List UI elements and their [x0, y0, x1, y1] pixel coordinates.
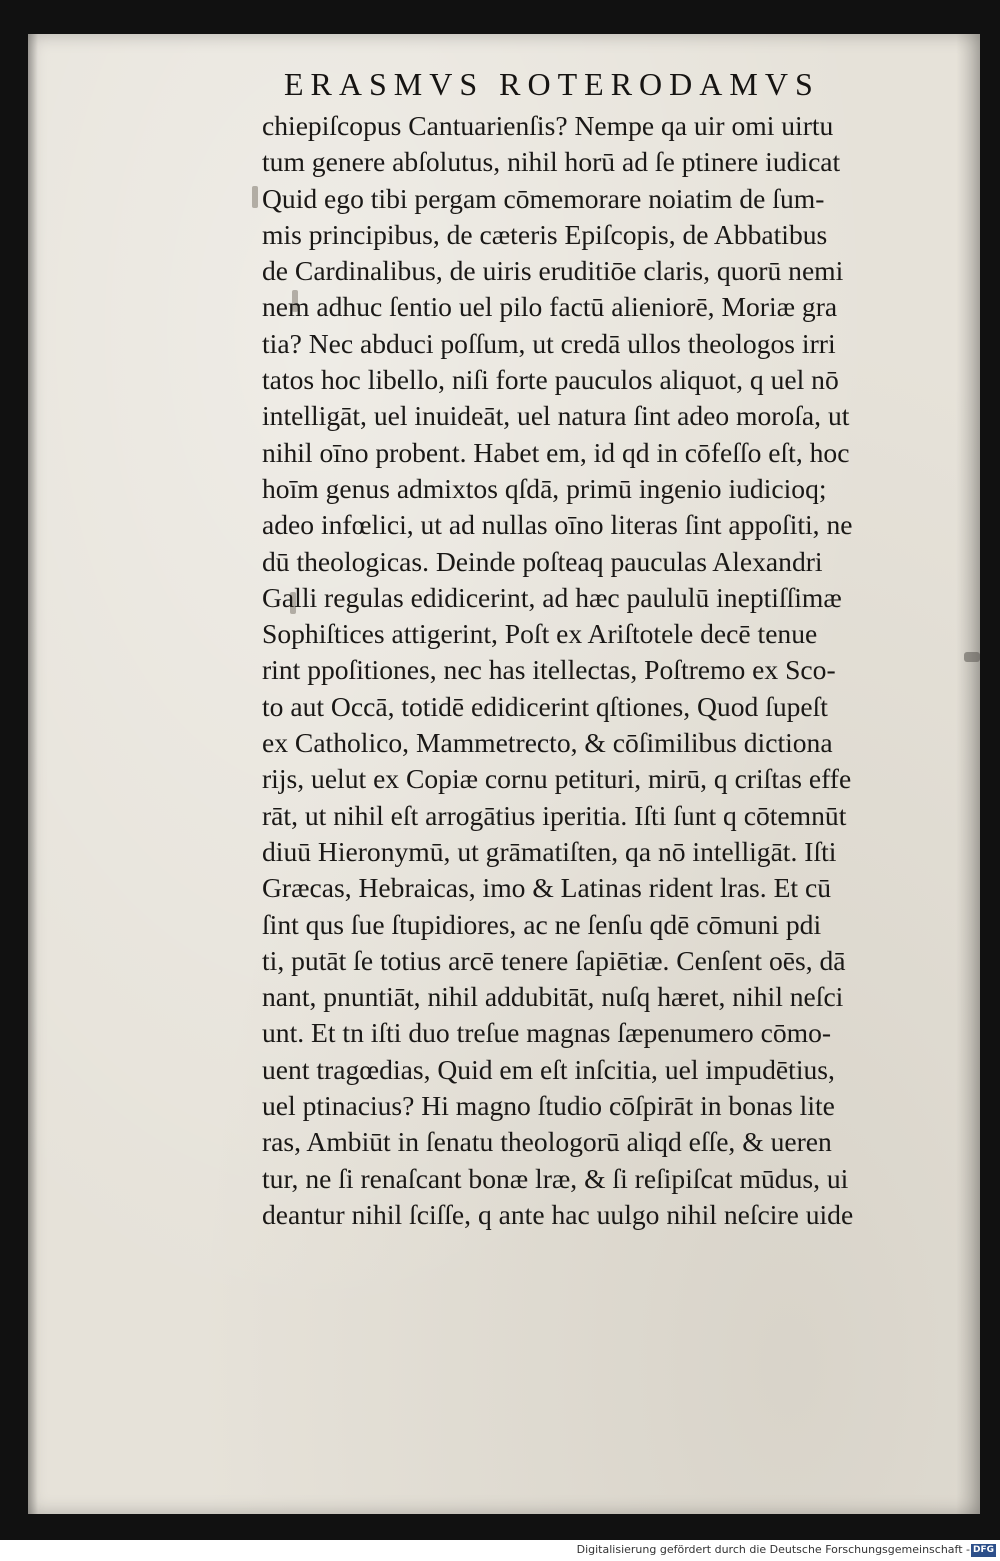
dfg-logo-icon: DFG [972, 1545, 994, 1555]
page-gutter-shadow [28, 34, 38, 1514]
text-line: ras, Ambiūt in ſenatu theologorū aliqd eſſe, & ueren [262, 1126, 832, 1158]
text-line: nihil oīno probent. Habet em, id qd in cōfeſſo eſt, hoc [262, 436, 850, 468]
text-line: adeo infœlici, ut ad nullas oīno literas ſint appoſiti, ne [262, 509, 853, 541]
margin-mark [252, 186, 258, 208]
text-line: tum genere abſolutus, nihil horū ad ſe ptinere iudicat [262, 146, 841, 178]
text-line: mis principibus, de cæteris Epiſcopis, de Abbatibus [262, 218, 828, 250]
text-line: dū theologicas. Deinde poſteaq pauculas Alexandri [262, 545, 823, 577]
text-line: deantur nihil ſciſſe, q ante hac uulgo nihil neſcire uide [262, 1198, 854, 1230]
text-line: ſint qus ſue ſtupidiores, ac ne ſenſu qdē cōmuni pdi [262, 908, 822, 940]
text-line: hoīm genus admixtos qſdā, primū ingenio iudicioq; [262, 472, 827, 504]
text-line: intelligāt, uel inuideāt, uel natura ſint adeo moroſa, ut [262, 400, 850, 432]
text-line: rint ppoſitiones, nec has itellectas, Poſtremo ex Sco- [262, 654, 836, 686]
text-line: Galli regulas edidicerint, ad hæc paululū ineptiſſimæ [262, 581, 842, 613]
text-line: to aut Occā, totidē edidicerint qſtiones, Quod ſupeſt [262, 690, 828, 722]
text-line: de Cardinalibus, de uiris eruditiōe claris, quorū nemi [262, 255, 844, 287]
text-line: nem adhuc ſentio uel pilo factū alieniorē, Moriæ gra [262, 291, 838, 323]
text-line: ti, putāt ſe totius arcē tenere ſapiētiæ. Cenſent oēs, dā [262, 944, 846, 976]
text-line: chiepiſcopus Cantuarienſis? Nempe qa uir omi uirtu [262, 110, 834, 141]
footer-credit: Digitalisierung gefördert durch die Deutsche Forschungsgemeinschaft - [576, 1543, 970, 1556]
text-line: rāt, ut nihil eſt arrogātius iperitia. Iſti ſunt q cōtemnūt [262, 799, 847, 831]
text-line: tia? Nec abduci poſſum, ut credā ullos theologos irri [262, 327, 836, 359]
page-edge-shadow [956, 34, 980, 1514]
text-line: Græcas, Hebraicas, imo & Latinas rident lras. Et cū [262, 872, 832, 904]
text-line: uel ptinacius? Hi magno ſtudio cōſpirāt in bonas lite [262, 1090, 835, 1122]
main-text-block [262, 108, 952, 1233]
text-line: nant, pnuntiāt, nihil addubitāt, nuſq hæret, nihil neſci [262, 981, 844, 1013]
text-line: diuū Hieronymū, ut grāmatiſten, qa nō intelligāt. Iſti [262, 835, 837, 867]
text-line: tur, ne ſi renaſcant bonæ lræ, & ſi reſipiſcat mūdus, ui [262, 1162, 849, 1194]
page-clip-mark [964, 652, 980, 662]
text-line: tatos hoc libello, niſi forte pauculos aliquot, q uel nō [262, 364, 839, 396]
text-line: unt. Et tn iſti duo treſue magnas ſæpenumero cōmo- [262, 1017, 832, 1049]
text-line: uent tragœdias, Quid em eſt inſcitia, uel impudētius, [262, 1053, 835, 1085]
text-line: ex Catholico, Mammetrecto, & cōſimilibus dictiona [262, 727, 833, 759]
running-head: ERASMVS ROTERODAMVS [284, 66, 820, 102]
text-line: rijs, uelut ex Copiæ cornu petituri, mirū, q criſtas effe [262, 763, 852, 795]
text-line: Sophiſtices attigerint, Poſt ex Ariſtotele decē tenue [262, 618, 818, 650]
text-line: Quid ego tibi pergam cōmemorare noiatim de ſum- [262, 182, 825, 214]
footer-bar [0, 1540, 1000, 1561]
